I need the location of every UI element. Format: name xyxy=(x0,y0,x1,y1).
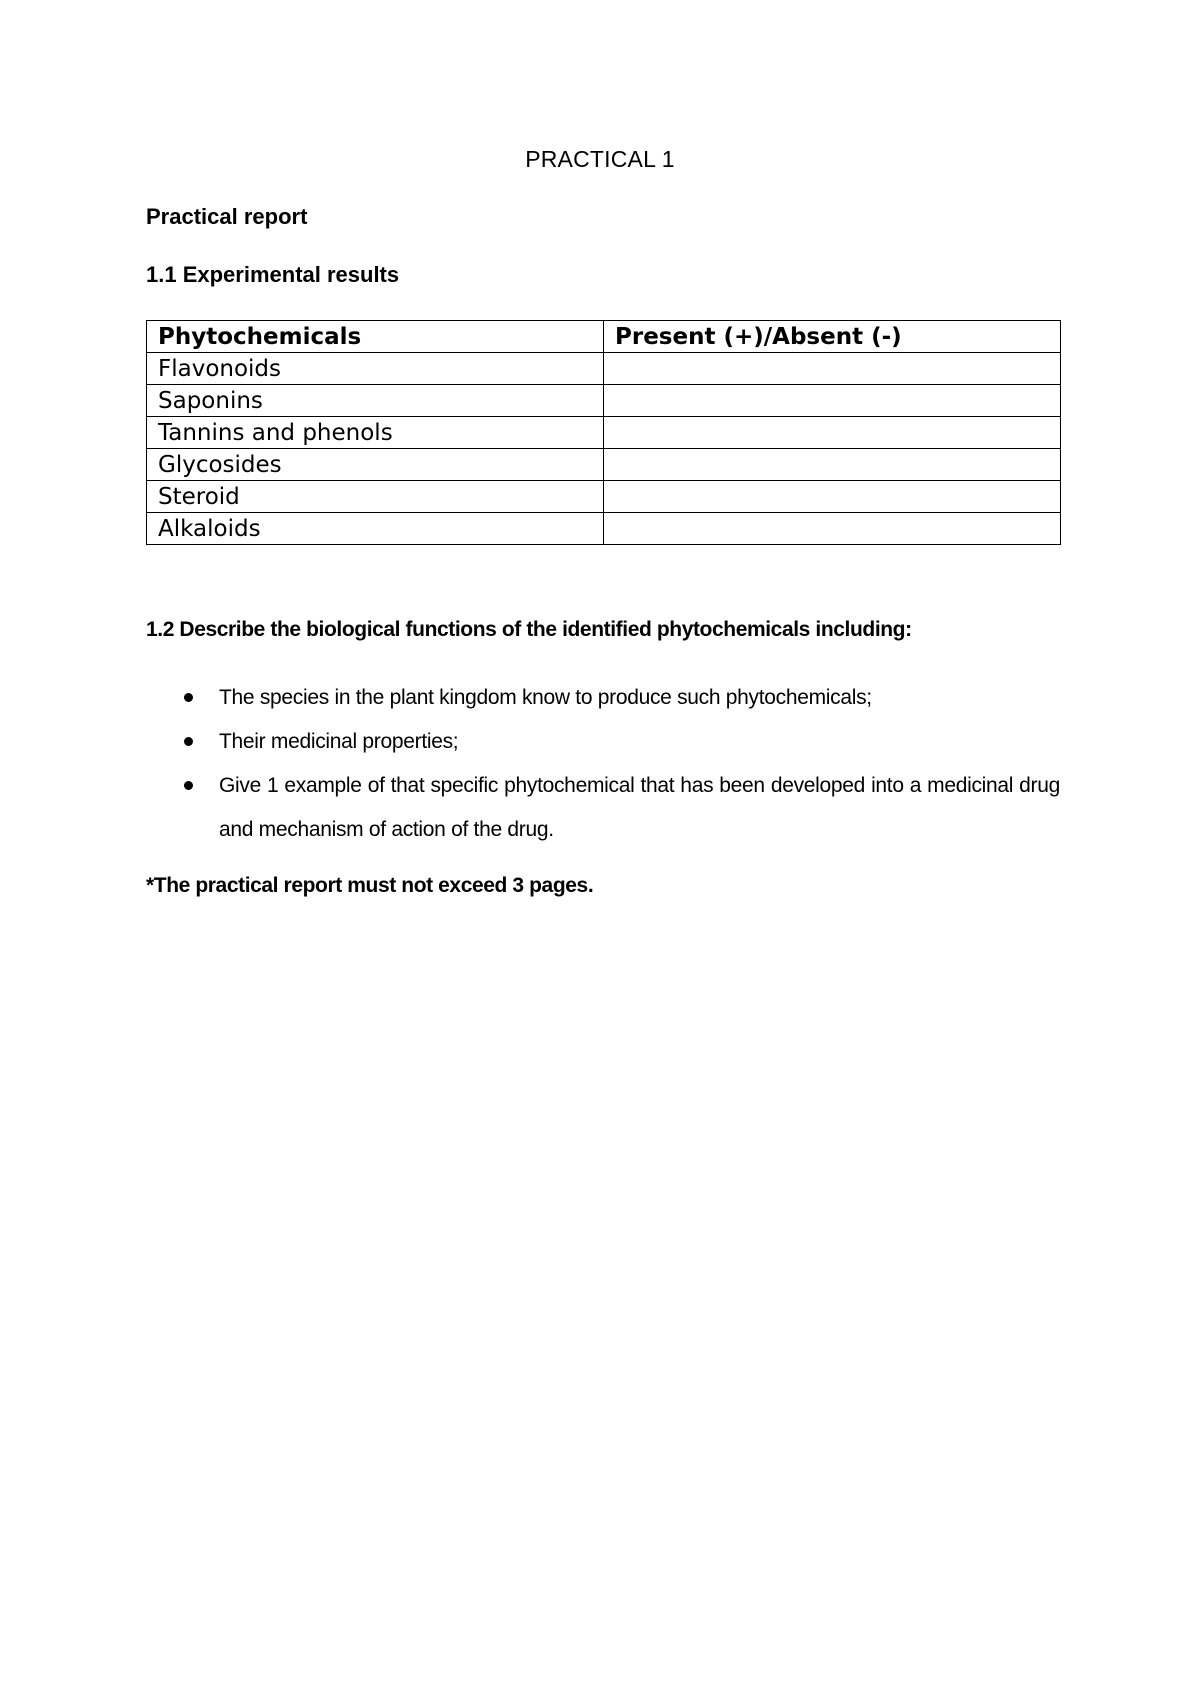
phytochemical-name-cell: Steroid xyxy=(147,481,604,513)
results-table xyxy=(146,320,1061,545)
table-header-cell: Phytochemicals xyxy=(147,321,604,353)
table-row xyxy=(147,385,1061,417)
presence-result-cell xyxy=(604,513,1061,545)
phytochemical-name-cell: Saponins xyxy=(147,385,604,417)
list-item xyxy=(146,676,1060,720)
list-item xyxy=(146,720,1060,764)
table-header-cell: Present (+)/Absent (-) xyxy=(604,321,1061,353)
phytochemical-name-cell: Flavonoids xyxy=(147,353,604,385)
section-heading: Practical report xyxy=(146,204,308,229)
phytochemical-name-cell: Tannins and phenols xyxy=(147,417,604,449)
table-row xyxy=(147,353,1061,385)
bullet-icon xyxy=(184,737,193,746)
table-row xyxy=(147,481,1061,513)
presence-result-cell xyxy=(604,353,1061,385)
instruction-list xyxy=(146,676,1060,852)
list-item-text: The species in the plant kingdom know to produce such phytochemicals; xyxy=(219,686,872,709)
phytochemical-name-cell: Glycosides xyxy=(147,449,604,481)
table-row xyxy=(147,417,1061,449)
table-row xyxy=(147,513,1061,545)
list-item-text: Their medicinal properties; xyxy=(219,730,459,753)
subsection-heading-results: 1.1 Experimental results xyxy=(146,262,400,287)
phytochemical-name-cell: Alkaloids xyxy=(147,513,604,545)
table-row xyxy=(147,449,1061,481)
page-limit-note: *The practical report must not exceed 3 pages. xyxy=(146,874,594,897)
presence-result-cell xyxy=(604,385,1061,417)
bullet-icon xyxy=(184,693,193,702)
list-item-text: Give 1 example of that specific phytochemical that has been developed into a medicinal drug and mechanism of action of the drug. xyxy=(219,774,1060,841)
presence-result-cell xyxy=(604,449,1061,481)
table-header-row xyxy=(147,321,1061,353)
list-item xyxy=(146,764,1060,852)
bullet-icon xyxy=(184,781,193,790)
presence-result-cell xyxy=(604,481,1061,513)
document-title: PRACTICAL 1 xyxy=(525,146,675,172)
subsection-heading-describe: 1.2 Describe the biological functions of the identified phytochemicals including: xyxy=(146,618,912,641)
presence-result-cell xyxy=(604,417,1061,449)
